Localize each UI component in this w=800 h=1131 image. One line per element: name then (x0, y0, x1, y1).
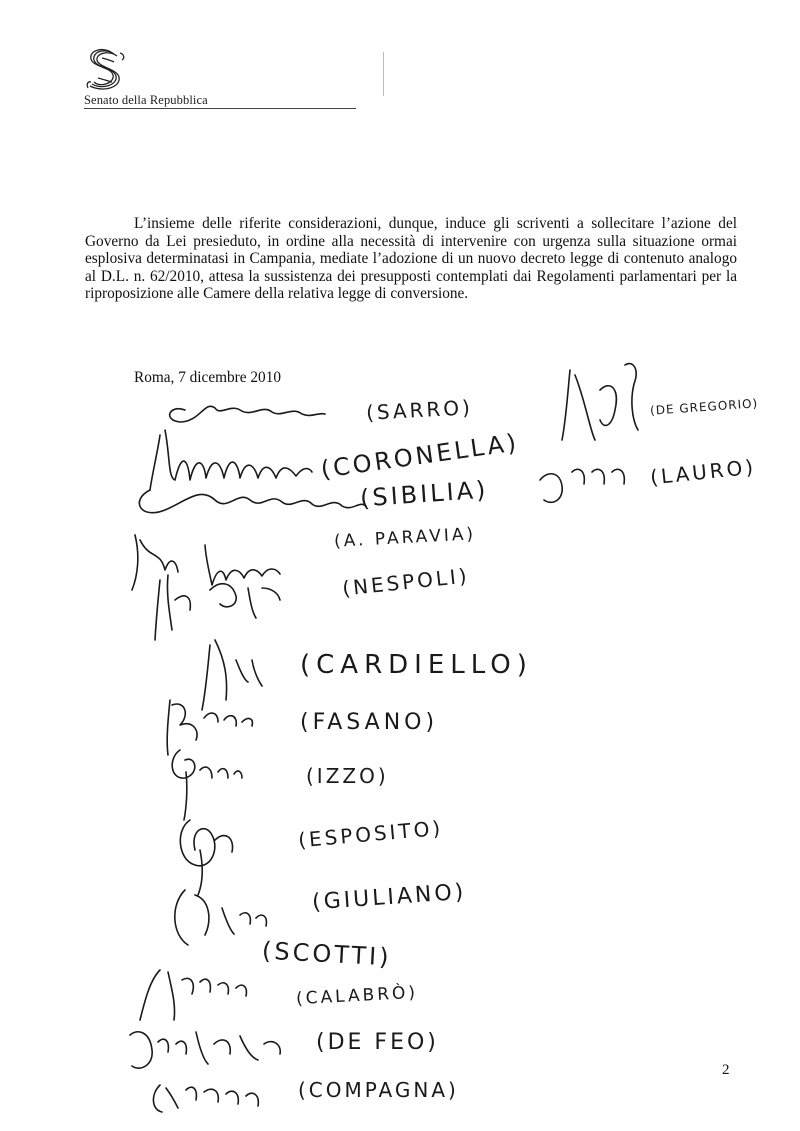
signature-label: (DE GREGORIO) (649, 396, 759, 418)
senate-logo-icon (84, 48, 128, 94)
signature-label: (LAURO) (649, 454, 758, 490)
page-number: 2 (722, 1062, 730, 1078)
signature-label: (DE FEO) (316, 1030, 439, 1055)
body-paragraph: L’insieme delle riferite considerazioni, dunque, induce gli scriventi a sollecitare l’azione del Governo da Lei presieduto, in ordine alla necessità di intervenire con urgenza sulla situazione ormai esplosiva determinatasi in Campania, mediate l’adozione di un nuovo decreto legge di contenuto analogo al D.L. n. 62/2010, attesa la sussistenza dei presupposti contemplati dai Regolamenti parlamentari per la riproposizione alle Camere della relativa legge di conversione. (85, 215, 737, 302)
signature-label: (CARDIELLO) (300, 650, 533, 680)
signature-label: (NESPOLI) (341, 563, 471, 601)
signature-label: (IZZO) (306, 764, 389, 788)
signature-label: (ESPOSITO) (297, 815, 445, 853)
signature-label: (COMPAGNA) (298, 1078, 459, 1102)
date-line: Roma, 7 dicembre 2010 (134, 369, 281, 386)
signature-label: (SIBILIA) (359, 475, 490, 513)
scan-artifact (383, 52, 384, 96)
signature-label: (SCOTTI) (261, 936, 393, 972)
signature-label: (SARRO) (365, 395, 474, 425)
header-divider (84, 108, 356, 109)
signature-label: (CORONELLA) (319, 428, 521, 484)
signature-label: (FASANO) (300, 710, 439, 735)
signature-label: (CALABRÒ) (295, 982, 419, 1010)
signature-block (0, 360, 800, 1131)
signature-label: (A. PARAVIA) (333, 524, 477, 552)
handwritten-signatures-drawing (0, 360, 800, 1131)
institution-name: Senato della Repubblica (84, 93, 208, 107)
signature-label: (GIULIANO) (311, 879, 468, 916)
